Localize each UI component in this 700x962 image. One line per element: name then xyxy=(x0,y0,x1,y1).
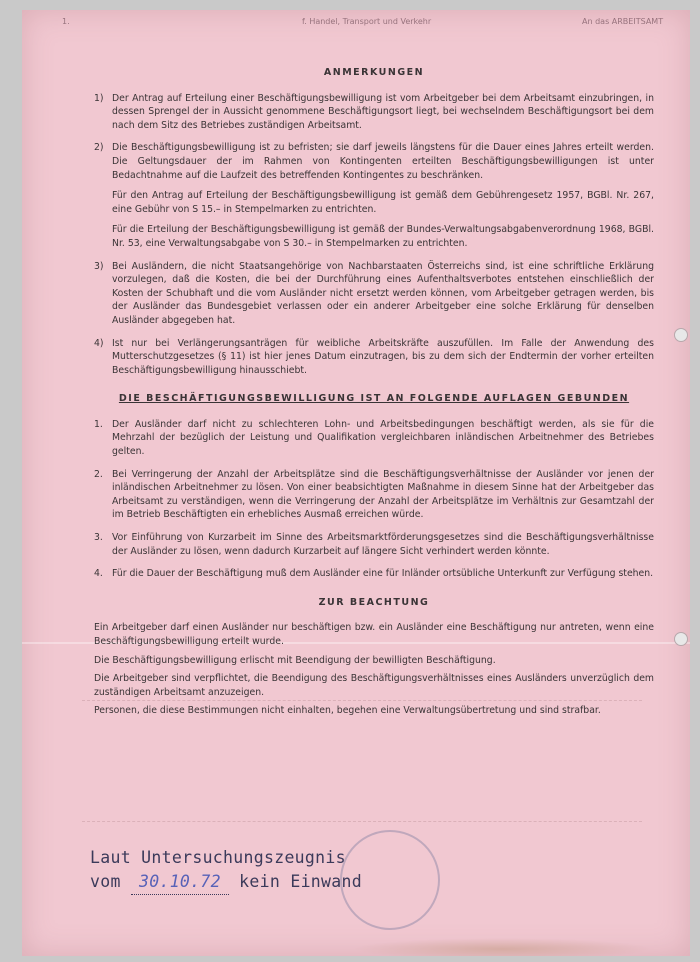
stamp-prefix: vom xyxy=(90,872,121,891)
condition-number: 2. xyxy=(94,468,103,480)
remark-text: Der Antrag auf Erteilung einer Beschäftigungsbewilligung ist vom Arbeitgeber bei dem Arbeitsamt einzubringen, in dessen Sprengel der in Aussicht genommene Beschäftigungsort liegt, bei wechselndem Beschäftigungsort bei dem nach dem Sitz des Betriebes zuständigen Arbeitsamt. xyxy=(112,92,654,131)
condition-item xyxy=(94,468,654,522)
condition-number: 1. xyxy=(94,418,103,430)
condition-text: Vor Einführung von Kurzarbeit im Sinne des Arbeitsmarktförderungsgesetzes sind die Beschäftigungsverhältnisse der Ausländer zu lösen, wenn dadurch Kurzarbeit auf längere Sicht verhindert werden könnte. xyxy=(112,532,654,557)
remark-item xyxy=(94,92,654,133)
remark-text: Ist nur bei Verlängerungsanträgen für weibliche Arbeitskräfte auszufüllen. Im Falle der Anwendung des Mutterschutzgesetzes (§ 11) ist hier jenes Datum einzutragen, bis zu dem sich der Endtermin der vorher erteilten Beschäftigungsbewilligung hinausschiebt. xyxy=(112,337,654,376)
paper-stain xyxy=(352,938,652,956)
stamp-line-1: Laut Untersuchungszeugnis xyxy=(90,848,346,867)
attention-title: ZUR BEACHTUNG xyxy=(318,596,430,608)
condition-item xyxy=(94,531,654,558)
remark-text: Die Beschäftigungsbewilligung ist zu befristen; sie darf jeweils längstens für die Dauer eines Jahres erteilt werden. Die Geltungsdauer der im Rahmen von Kontingenten erteilten Beschäftigungsbewilligungen ist unter Bedachtnahme auf die Laufzeit des betreffenden Kontingentes zu beschränken. xyxy=(112,142,654,181)
remark-number: 3) xyxy=(94,260,104,272)
attention-paragraph: Die Beschäftigungsbewilligung erlischt mit Beendigung der bewilligten Beschäftigung. xyxy=(94,654,496,666)
header-left: 1. xyxy=(62,17,70,26)
remark-number: 4) xyxy=(94,337,104,349)
main-text xyxy=(94,66,654,723)
remark-number: 2) xyxy=(94,142,104,154)
stamp-suffix: kein Einwand xyxy=(239,872,362,891)
punch-hole xyxy=(674,632,688,646)
remark-text: Bei Ausländern, die nicht Staatsangehörige von Nachbarstaaten Österreichs sind, ist eine schriftliche Erklärung vorzulegen, daß die Kosten, die bei der Durchführung eines Aufenthaltsverbotes entstehen einschließlich der Kosten der Schubhaft und die vom Ausländer nicht ersetzt werden können, vom Arbeitgeber getragen werden, bis der Ausländer das Bundesgebiet verlassen oder ein anderer Arbeitgeber eine solche Erklärung für denselben Ausländer abgegeben hat. xyxy=(112,260,654,326)
condition-text: Der Ausländer darf nicht zu schlechteren Lohn- und Arbeitsbedingungen beschäftigt werden, als sie für die Mehrzahl der bezüglich der Leistung und Qualifikation vergleichbaren inländischen Arbeitnehmer des Betriebes gelten. xyxy=(112,418,654,458)
remark-text: Für den Antrag auf Erteilung der Beschäftigungsbewilligung ist gemäß dem Gebührengesetz 1957, BGBl. Nr. 267, eine Gebühr von S 15.– in Stempelmarken zu entrichten. xyxy=(112,190,654,215)
conditions-title-text: DIE BESCHÄFTIGUNGSBEWILLIGUNG IST AN FOLGENDE AUFLAGEN GEBUNDEN xyxy=(118,393,630,405)
attention-paragraph: Ein Arbeitgeber darf einen Ausländer nur beschäftigen bzw. ein Ausländer eine Beschäftigung nur antreten, wenn eine Beschäftigungsbewilligung erteilt wurde. xyxy=(94,622,654,647)
conditions-title xyxy=(94,392,654,406)
document-sheet xyxy=(22,10,690,956)
condition-number: 4. xyxy=(94,568,103,580)
condition-text: Bei Verringerung der Anzahl der Arbeitsplätze sind die Beschäftigungsverhältnisse der Ausländer vor jenen der inländischen Arbeitnehmer zu lösen. Von einer beabsichtigten Maßnahme in diesem Sinne hat der Arbeitgeber das Arbeitsamt zu verständigen, wenn die Verringerung der Anzahl der Arbeitsplätze im Verhältnis zur Gesamtzahl der im Betrieb Beschäftigten ein erhebliches Ausmaß erreichen würde. xyxy=(112,468,654,521)
stamp-line-2 xyxy=(90,870,362,895)
medical-stamp xyxy=(90,846,362,895)
remarks-title: ANMERKUNGEN xyxy=(323,67,425,78)
remark-text: Für die Erteilung der Beschäftigungsbewilligung ist gemäß der Bundes-Verwaltungsabgabenverordnung 1968, BGBl. Nr. 53, eine Verwaltungsabgabe von S 30.– in Stempelmarken zu entrichten. xyxy=(112,224,654,249)
remark-item xyxy=(94,260,654,328)
stamp-date: 30.10.72 xyxy=(131,870,229,895)
remark-item xyxy=(94,141,654,250)
condition-text: Für die Dauer der Beschäftigung muß dem Ausländer eine für Inländer ortsübliche Unterkunft zur Verfügung stehen. xyxy=(112,568,654,580)
condition-item xyxy=(94,418,654,459)
punch-hole xyxy=(674,328,688,342)
remark-number: 1) xyxy=(94,92,104,104)
remark-item xyxy=(94,337,654,378)
header-center: f. Handel, Transport und Verkehr xyxy=(302,17,432,26)
condition-number: 3. xyxy=(94,532,103,544)
header-strip xyxy=(22,16,690,30)
attention-paragraph: Personen, die diese Bestimmungen nicht einhalten, begehen eine Verwaltungsübertretung und sind strafbar. xyxy=(94,705,601,717)
condition-item xyxy=(94,567,654,581)
attention-paragraph: Die Arbeitgeber sind verpflichtet, die Beendigung des Beschäftigungsverhältnisses eines Ausländers unverzüglich dem zuständigen Arbeitsamt anzuzeigen. xyxy=(94,673,654,698)
header-right: An das ARBEITSAMT xyxy=(582,17,664,26)
